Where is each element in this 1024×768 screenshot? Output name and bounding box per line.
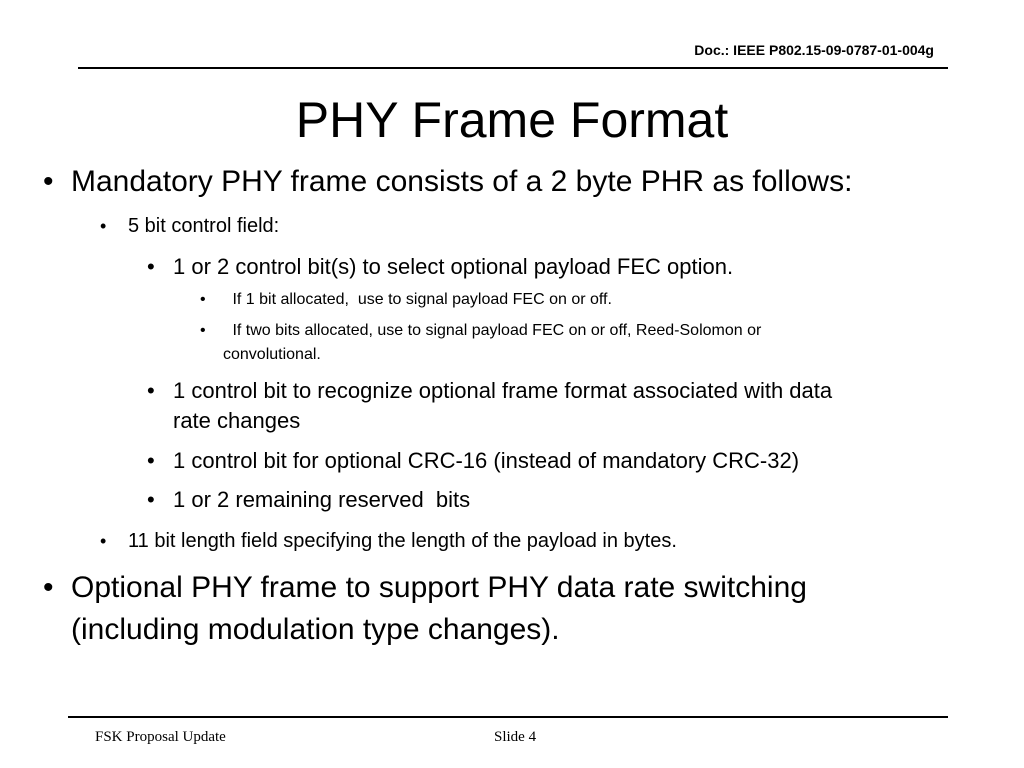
bullet-marker: • (147, 487, 155, 512)
footer-presentation-title: FSK Proposal Update (95, 729, 226, 745)
bullet-text: 1 or 2 remaining reserved bits (173, 487, 471, 512)
bullet-two-bits-allocated (200, 319, 762, 343)
bullet-marker: • (147, 254, 155, 279)
bullet-text: If two bits allocated, use to signal payload FEC on or off, Reed-Solomon or (228, 322, 762, 339)
bullet-text: Mandatory PHY frame consists of a 2 byte PHR as follows: (71, 165, 853, 198)
bullet-frame-format-bit (147, 376, 833, 406)
bullet-marker: • (43, 571, 54, 604)
bullet-text-continuation: rate changes (173, 408, 301, 433)
bullet-marker: • (100, 531, 107, 551)
bullet-text-continuation: convolutional. (223, 346, 321, 363)
bullet-optional-phy-frame (43, 567, 807, 609)
bullet-marker: • (100, 216, 107, 236)
bullet-length-field (100, 527, 677, 555)
bullet-one-bit-allocated (200, 288, 612, 312)
bullet-marker: • (147, 378, 155, 403)
document-id-header: Doc.: IEEE P802.15-09-0787-01-004g (694, 42, 934, 58)
bullet-marker: • (147, 448, 155, 473)
slide-title: PHY Frame Format (295, 92, 729, 148)
slide-number: Slide 4 (494, 729, 537, 745)
bullet-text: 1 or 2 control bit(s) to select optional payload FEC option. (173, 254, 734, 279)
bullet-mandatory-phy-frame (43, 161, 853, 203)
bullet-text: 11 bit length field specifying the length of the payload in bytes. (128, 530, 677, 552)
bullet-text-continuation: (including modulation type changes). (71, 613, 560, 646)
bullet-text: 5 bit control field: (128, 215, 280, 237)
bullet-text: Optional PHY frame to support PHY data rate switching (71, 571, 807, 604)
bullet-fec-control-bits (147, 252, 734, 282)
bullet-text: 1 control bit for optional CRC-16 (instead of mandatory CRC-32) (173, 448, 800, 473)
bullet-text: If 1 bit allocated, use to signal payload FEC on or off. (228, 291, 612, 308)
bullet-marker: • (200, 291, 206, 308)
bullet-text: 1 control bit to recognize optional frame format associated with data (173, 378, 833, 403)
bullet-reserved-bits (147, 485, 471, 515)
bullet-control-field (100, 212, 280, 240)
bullet-marker: • (43, 165, 54, 198)
footer-divider (68, 716, 948, 718)
bullet-crc-bit (147, 446, 800, 476)
bullet-marker: • (200, 322, 206, 339)
